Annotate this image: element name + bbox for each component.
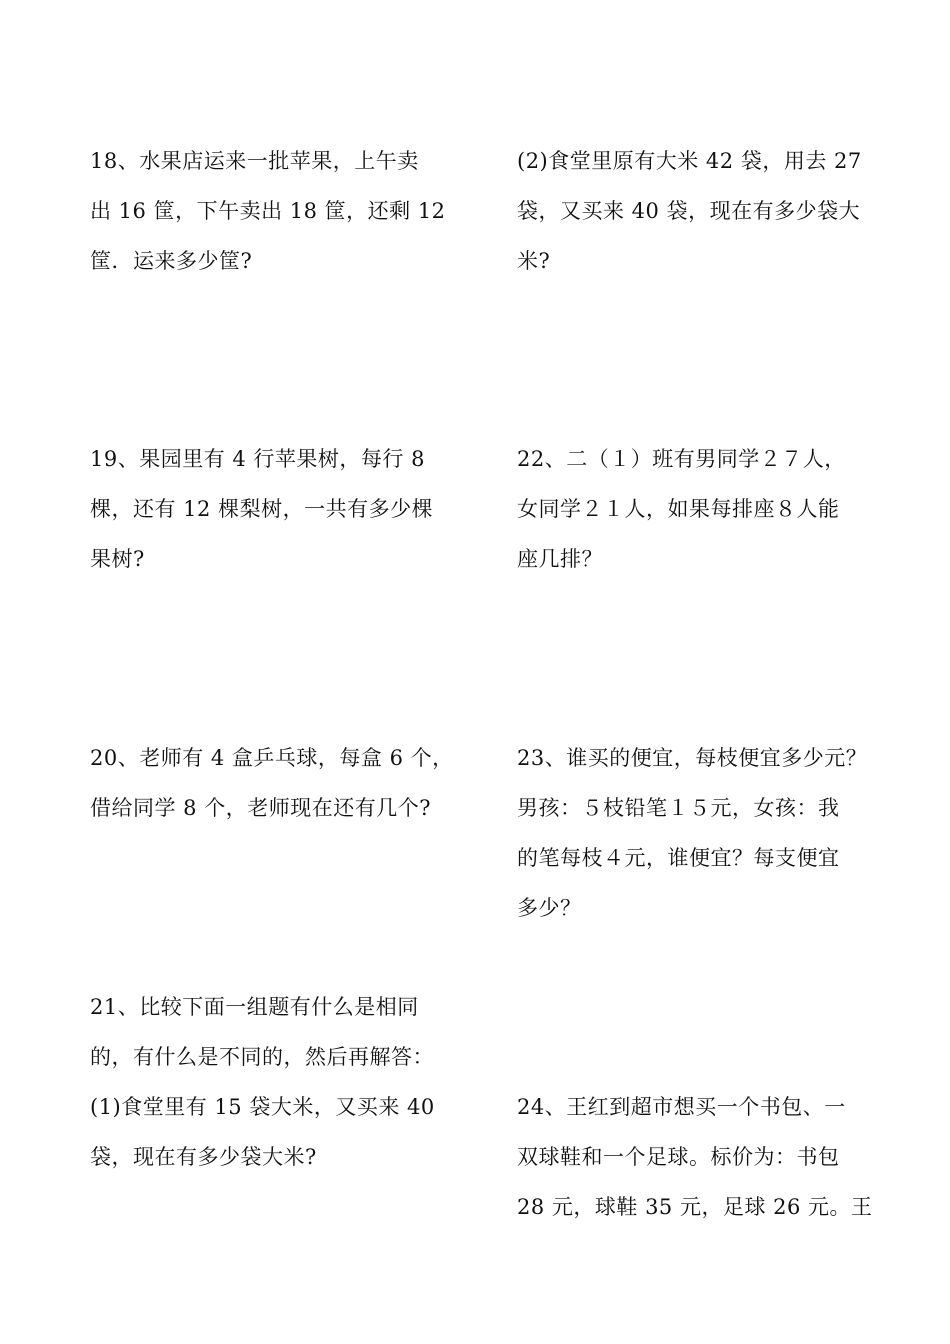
problem-22-line-1: 22、二（１）班有男同学２７人， [517, 447, 846, 471]
problem-21-part-2-line-3: 米? [517, 249, 551, 273]
problem-22 [517, 434, 862, 584]
problem-18-line-2: 出 16 筐，下午卖出 18 筐，还剩 12 [90, 199, 446, 223]
problem-24-line-2: 双球鞋和一个足球。标价为：书包 [517, 1145, 840, 1169]
problem-21-line-3: (1)食堂里有 15 袋大米，又买来 40 [90, 1095, 435, 1119]
problem-23-line-3: 的笔每枝４元，谁便宜？每支便宜 [517, 846, 840, 870]
problem-19-line-1: 19、果园里有 4 行苹果树，每行 8 [90, 447, 425, 471]
problem-22-line-2: 女同学２１人，如果每排座８人能 [517, 497, 840, 521]
problem-21-line-4: 袋，现在有多少袋大米? [90, 1145, 317, 1169]
problem-24-line-3: 28 元，球鞋 35 元，足球 26 元。王 [517, 1195, 873, 1219]
problem-21-part-2 [517, 136, 862, 286]
problem-21 [90, 982, 435, 1182]
problem-22-line-3: 座几排？ [517, 547, 603, 571]
problem-20-line-1: 20、老师有 4 盒乒乓球，每盒 6 个， [90, 746, 454, 770]
problem-23-line-4: 多少？ [517, 896, 582, 920]
problem-24 [517, 1082, 873, 1232]
problem-21-line-1: 21、比较下面一组题有什么是相同 [90, 995, 419, 1019]
problem-21-part-2-line-2: 袋，又买来 40 袋，现在有多少袋大 [517, 199, 861, 223]
problem-18-line-1: 18、水果店运来一批苹果，上午卖 [90, 149, 419, 173]
problem-19 [90, 434, 435, 584]
problem-21-line-2: 的，有什么是不同的，然后再解答： [90, 1045, 434, 1069]
problem-24-line-1: 24、王红到超市想买一个书包、一 [517, 1095, 846, 1119]
problem-20-line-2: 借给同学 8 个，老师现在还有几个? [90, 796, 431, 820]
problem-19-line-2: 棵，还有 12 棵梨树，一共有多少棵 [90, 497, 434, 521]
problem-21-part-2-line-1: (2)食堂里原有大米 42 袋，用去 27 [517, 149, 862, 173]
problem-23-line-1: 23、谁买的便宜，每枝便宜多少元？ [517, 746, 868, 770]
problem-23 [517, 733, 868, 933]
problem-19-line-3: 果树? [90, 547, 145, 571]
problem-23-line-2: 男孩：５枝铅笔１５元，女孩：我 [517, 796, 840, 820]
problem-18 [90, 136, 446, 286]
problem-18-line-3: 筐．运来多少筐? [90, 249, 253, 273]
problem-20 [90, 733, 454, 833]
